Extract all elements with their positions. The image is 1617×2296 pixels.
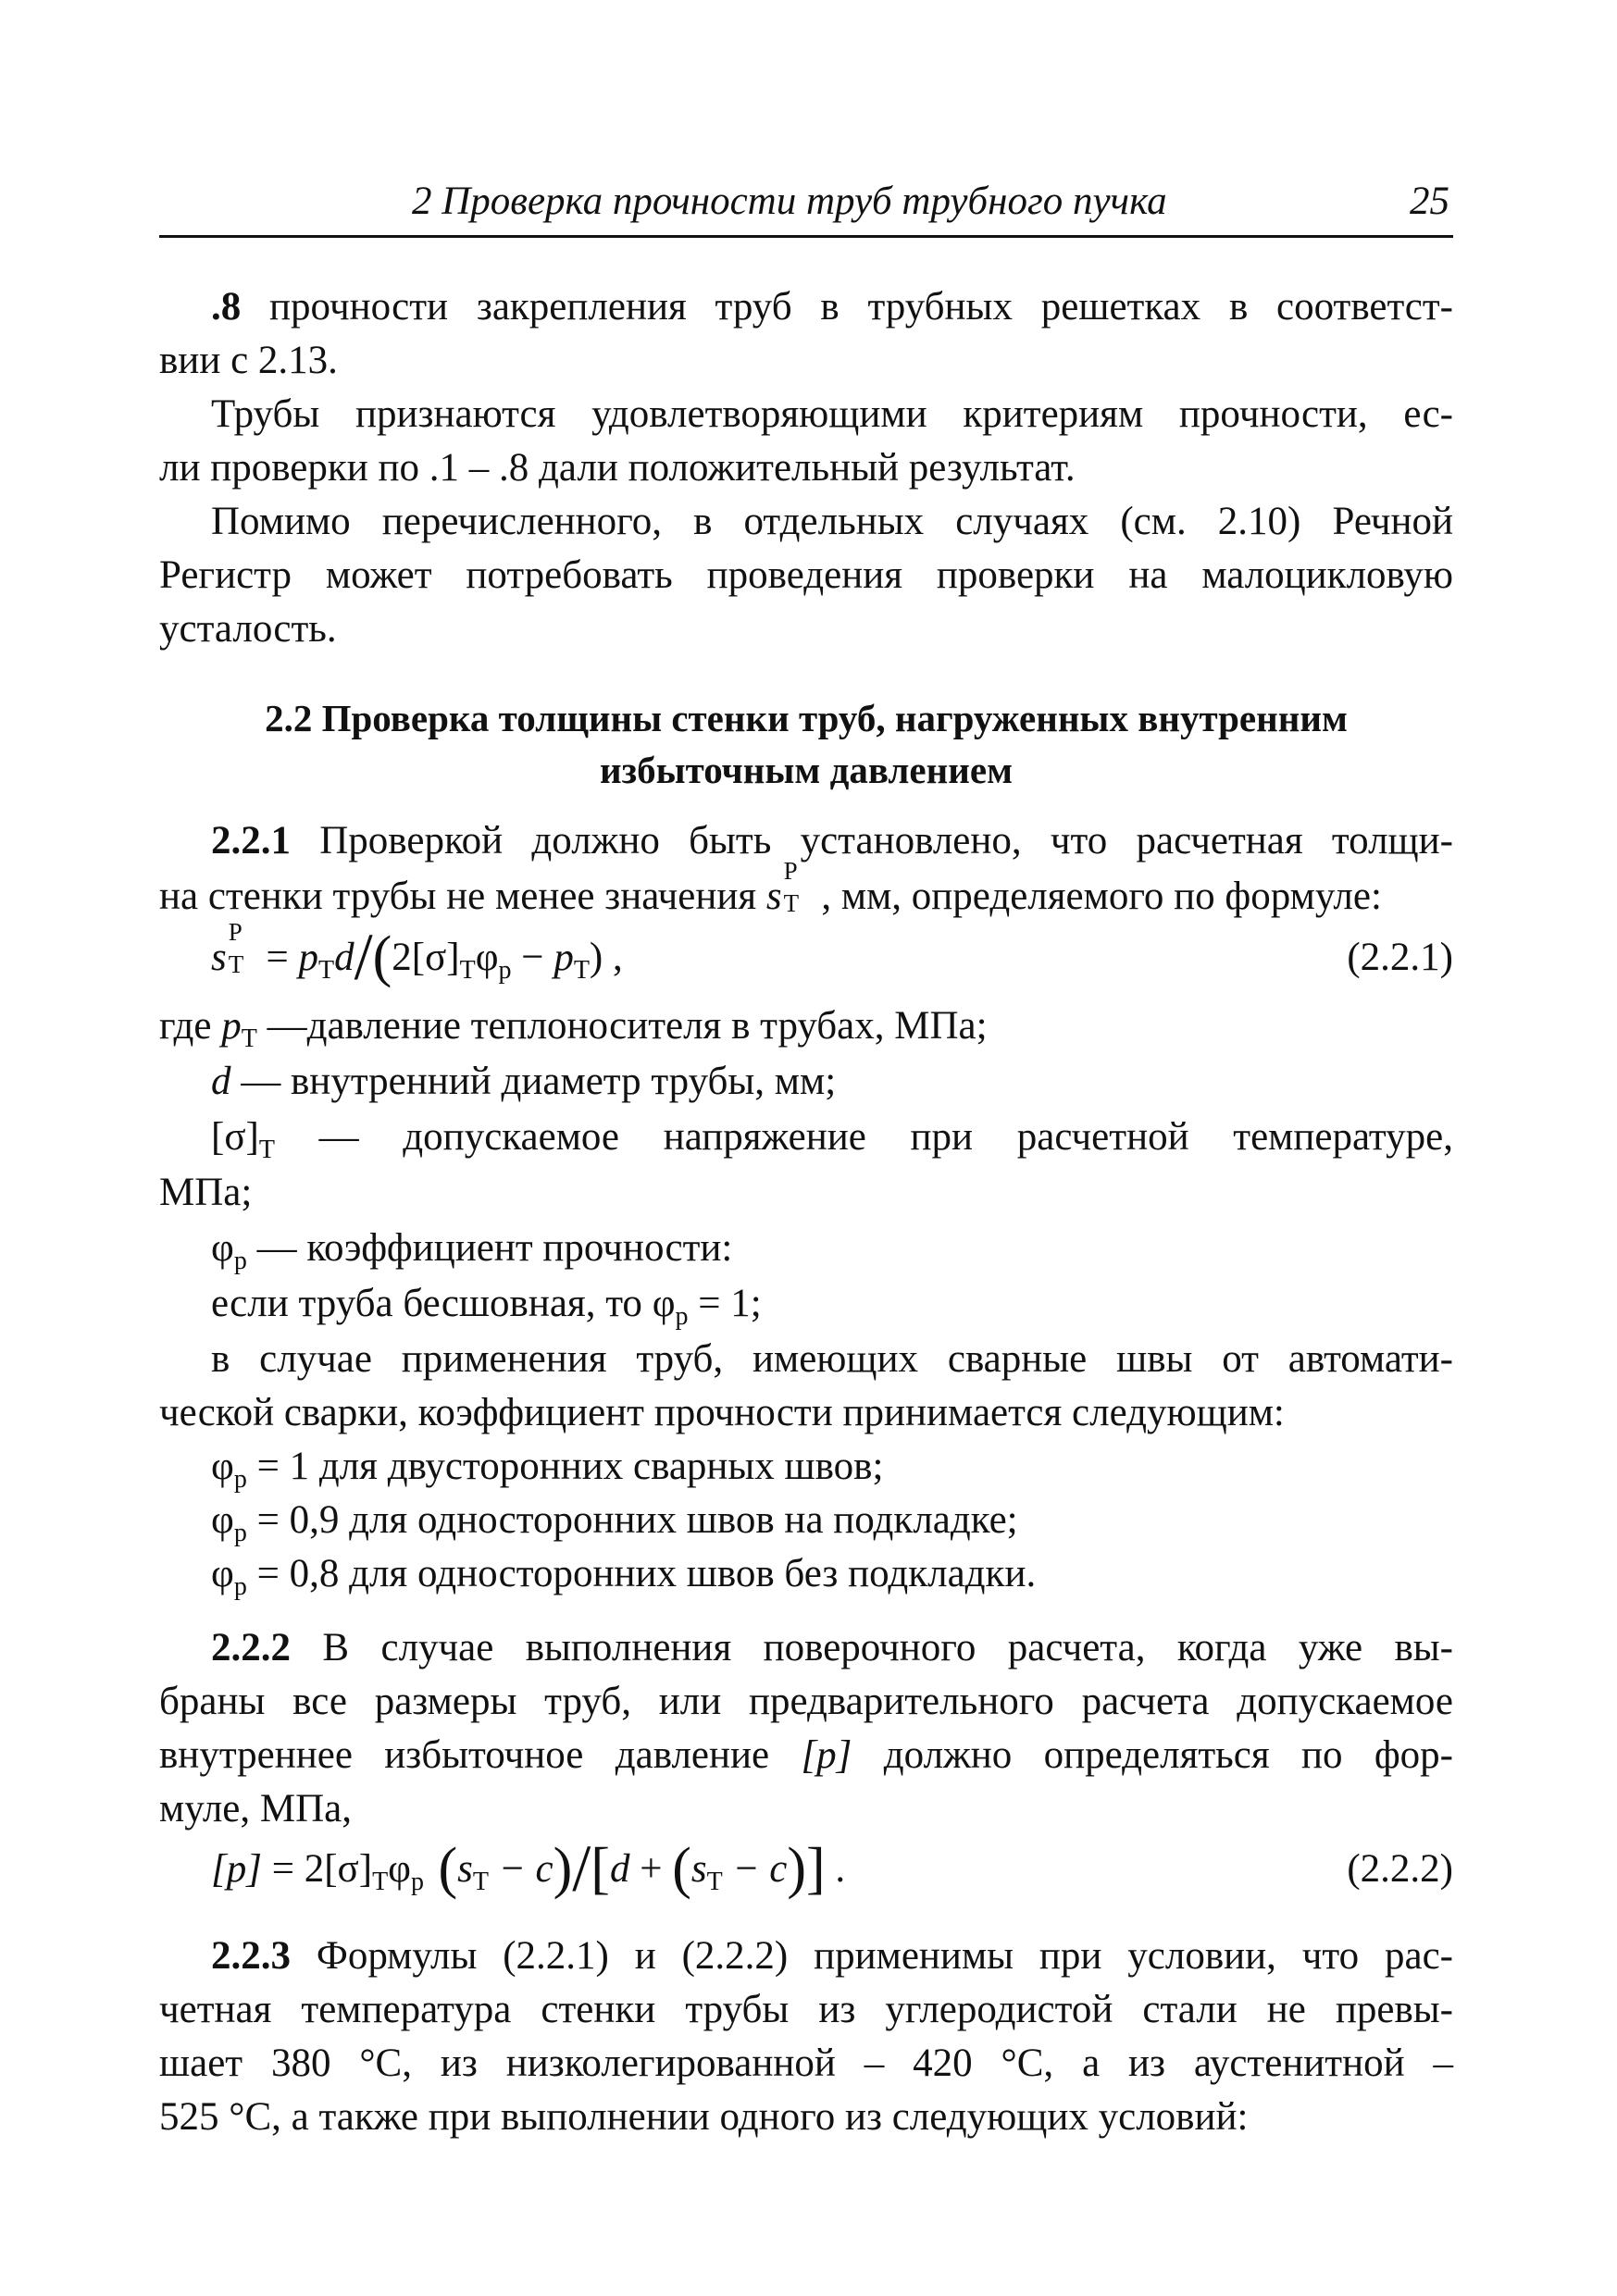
formula-symbol: φ (652, 1282, 676, 1325)
para-223-line-1 (211, 1930, 1453, 1983)
para-text: —давление теплоносителя в трубах, МПа; (256, 1004, 988, 1048)
para-text: Формулы (2.2.1) и (2.2.2) применимы при условии, что рас- (291, 1934, 1453, 1978)
subscript: Т (241, 1024, 257, 1053)
register-line-1: Помимо перечисленного, в отдельных случаях (см. 2.10) Речной (211, 500, 1453, 543)
para-222-line-4: муле, МПа, (159, 1787, 352, 1831)
fraction-slash: / (354, 920, 373, 994)
para-text: где (159, 1004, 222, 1048)
para-222-line-1 (211, 1621, 1453, 1675)
formula-2-2-1 (211, 918, 623, 994)
formula-symbol: [p] (211, 1847, 262, 1891)
equation-number: (2.2.1) (1347, 936, 1453, 979)
subscript: Т (472, 1868, 489, 1896)
definition-welded-line-2: ческой сварки, коэффициент прочности принимается следующим: (159, 1391, 1285, 1434)
definition-pt (159, 999, 1453, 1053)
para-222-line-2: браны все размеры труб, или предварительного расчета допускаемое (159, 1680, 1453, 1723)
formula-symbol: p (554, 936, 574, 979)
formula-number: 2 (392, 936, 412, 979)
subscript: Т (573, 956, 590, 985)
formula-symbol: [p] (801, 1733, 852, 1777)
formula-operator: = 2 (261, 1847, 325, 1891)
subscript: р (233, 1465, 247, 1494)
formula-symbol: φ (211, 1498, 234, 1542)
para-text: = 1 для двусторонних сварных швов; (246, 1445, 884, 1488)
para-222-line-3 (159, 1729, 1453, 1782)
case-double-sided (211, 1440, 1453, 1494)
item-number: .8 (211, 285, 242, 329)
criteria-line-2: ли проверки по .1 – .8 дали положительный результат. (159, 446, 1076, 490)
subscript: Т (459, 956, 476, 985)
open-bracket: [ (591, 1837, 610, 1900)
definition-seamless (211, 1277, 1453, 1331)
case-no-backing (211, 1547, 1453, 1601)
para-221-line-1 (211, 814, 1453, 868)
formula-symbol: s (457, 1847, 473, 1891)
formula-symbol: − c (489, 1847, 554, 1891)
register-line-2: Регистр может потребовать проведения проверки на малоцикловую (159, 553, 1453, 597)
symbol-s-indices (782, 857, 812, 917)
formula-end: . (825, 1847, 846, 1891)
close-paren: ) (553, 1837, 573, 1900)
criteria-line-1: Трубы признаются удовлетворяющими критериям прочности, ес- (211, 392, 1453, 436)
subscript: Т (318, 956, 335, 985)
close-paren: ) , (589, 936, 623, 979)
para-text: В случае выполнения поверочного расчета, когда уже вы- (291, 1626, 1453, 1669)
formula-symbol: p (298, 936, 318, 979)
subscript: Т (783, 889, 800, 917)
superscript: Р (228, 918, 243, 946)
para-8-line-2: вии с 2.13. (159, 339, 338, 382)
section-heading-line-1: 2.2 Проверка толщины стенки труб, нагруженных внутренним (265, 697, 1348, 739)
para-text: = 0,9 для односторонних швов на подкладке; (246, 1498, 1018, 1542)
formula-symbol: s (211, 936, 227, 979)
para-text: если труба бесшовная, то (211, 1282, 653, 1325)
formula-operator: = (255, 936, 299, 979)
para-221-line-2 (159, 857, 1453, 924)
subscript: Т (372, 1868, 389, 1896)
para-text: должно определяться по фор- (852, 1733, 1454, 1777)
para-text: = 0,8 для односторонних швов без подкладки. (246, 1552, 1037, 1595)
definition-sigma-unit: МПа; (159, 1171, 253, 1214)
formula-symbol: d (609, 1847, 630, 1891)
formula-symbol: d (334, 936, 354, 979)
formula-symbol: φ (211, 1445, 234, 1488)
subscript: р (498, 956, 512, 985)
subscript: р (675, 1302, 689, 1331)
formula-operator: + (629, 1847, 673, 1891)
para-223-line-2: четная температура стенки трубы из углеродистой стали не превы- (159, 1988, 1453, 2031)
para-223-line-4: 525 °С, а также при выполнении одного из следующих условий: (159, 2095, 1249, 2139)
open-paren: ( (372, 925, 392, 988)
open-paren: ( (672, 1837, 691, 1900)
para-text: — допускаемое напряжение при расчетной температуре, (274, 1115, 1453, 1159)
definition-d (211, 1055, 1453, 1109)
definition-welded-line-1: в случае применения труб, имеющих сварные швы от автомати- (211, 1337, 1453, 1381)
section-heading-line-2: избыточным давлением (600, 749, 1013, 791)
formula-symbol: φ (475, 936, 499, 979)
register-line-3: усталость. (159, 607, 337, 651)
subscript: Т (706, 1868, 723, 1896)
formula-2-2-2 (211, 1831, 846, 1905)
formula-symbol: [σ] (211, 1115, 259, 1159)
open-paren: ( (424, 1837, 458, 1900)
clause-number: 2.2.1 (211, 819, 291, 863)
clause-number: 2.2.2 (211, 1626, 291, 1669)
definition-sigma (211, 1111, 1453, 1164)
close-paren: ) (787, 1837, 806, 1900)
para-text: на стенки трубы не менее значения (159, 875, 766, 918)
para-text: — внутренний диаметр трубы, мм; (230, 1060, 837, 1103)
clause-number: 2.2.3 (211, 1934, 291, 1978)
formula-symbol: φ (388, 1847, 411, 1891)
header-title: 2 Проверка прочности труб трубного пучка (412, 180, 1167, 223)
subscript: р (233, 1572, 247, 1601)
para-text: — коэффициент прочности: (246, 1226, 733, 1270)
para-8-line-1 (211, 280, 1453, 334)
case-backing (211, 1494, 1453, 1547)
fraction-slash: / (572, 1831, 591, 1905)
symbol-s: s (765, 875, 782, 918)
equation-number: (2.2.2) (1347, 1847, 1453, 1891)
para-text: , мм, определяемого по формуле: (811, 875, 1382, 918)
formula-symbol: φ (211, 1226, 234, 1270)
definition-phi (211, 1222, 1453, 1275)
para-text: внутреннее избыточное давление (159, 1733, 802, 1777)
formula-symbol: [σ] (411, 936, 460, 979)
formula-symbol: d (211, 1060, 231, 1103)
subscript: р (233, 1519, 247, 1547)
para-text: Проверкой должно быть установлено, что расчетная толщи- (291, 819, 1453, 863)
close-bracket: ] (805, 1837, 826, 1900)
subscript: p (411, 1868, 424, 1896)
formula-symbol: φ (211, 1552, 234, 1595)
formula-symbol: s (690, 1847, 707, 1891)
formula-symbol: p (221, 1004, 242, 1048)
subscript: р (233, 1247, 247, 1275)
formula-symbol: − c (722, 1847, 788, 1891)
superscript: Р (783, 857, 798, 885)
subscript: Т (258, 1136, 275, 1164)
para-text: = 1; (688, 1282, 762, 1325)
subscript: Т (228, 950, 244, 978)
running-header (159, 178, 1453, 238)
para-text: прочности закрепления труб в трубных решетках в соответст- (241, 285, 1453, 329)
formula-symbol: [σ] (324, 1847, 373, 1891)
formula-operator: − (511, 936, 554, 979)
para-223-line-3: шает 380 °С, из низколегированной – 420 °С, а из аустенитной – (159, 2042, 1453, 2085)
page-number: 25 (1410, 180, 1449, 223)
formula-indices (227, 918, 256, 978)
